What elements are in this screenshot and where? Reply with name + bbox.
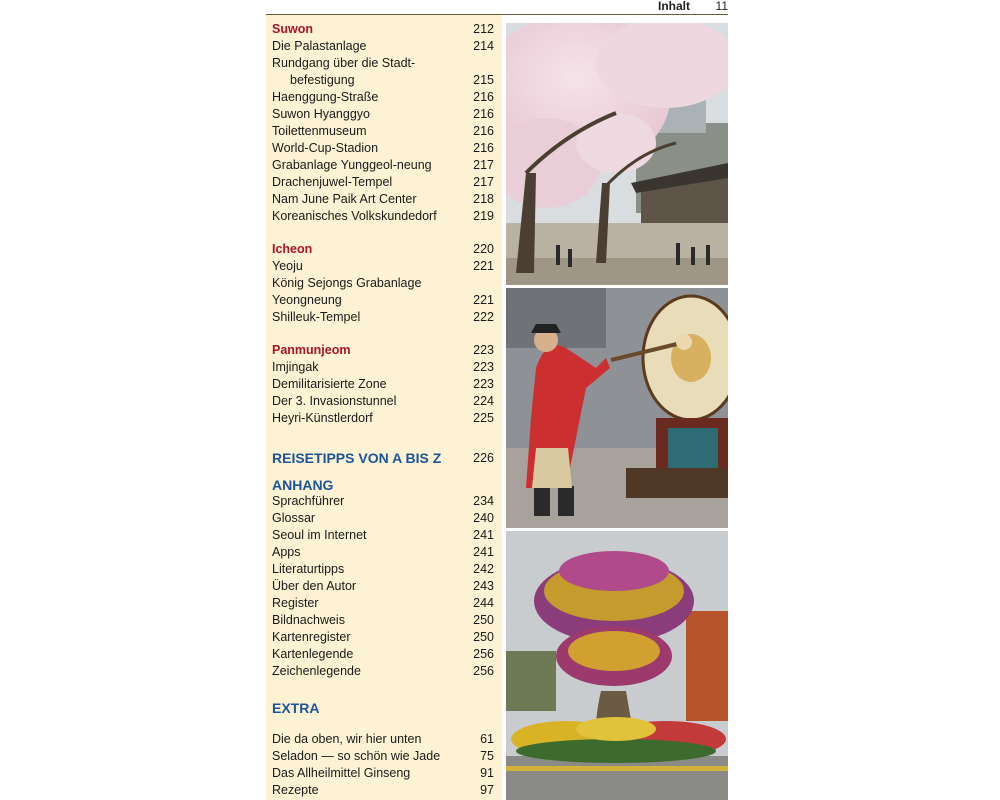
toc-entry-label: Grabanlage Yunggeol-neung bbox=[272, 158, 432, 172]
toc-entry bbox=[272, 393, 494, 409]
toc-entry-label: Seoul im Internet bbox=[272, 528, 367, 542]
toc-entry-label: Literaturtipps bbox=[272, 562, 345, 576]
toc-page-number: 216 bbox=[473, 141, 494, 155]
toc-entry-label: Seladon — so schön wie Jade bbox=[272, 749, 441, 763]
toc-page-number: 240 bbox=[473, 511, 494, 525]
header-title: Inhalt bbox=[658, 0, 690, 13]
toc-entry-label: Drachenjuwel-Tempel bbox=[272, 175, 393, 189]
toc-entry-label: Imjingak bbox=[272, 360, 319, 374]
toc-entry bbox=[272, 544, 494, 560]
toc-entry-label: Kartenlegende bbox=[272, 647, 354, 661]
toc-entry bbox=[272, 782, 494, 798]
toc-page-number: 250 bbox=[473, 613, 494, 627]
toc-entry bbox=[272, 174, 494, 190]
toc-page-number: 216 bbox=[473, 90, 494, 104]
toc-entry-label: Glossar bbox=[272, 511, 316, 525]
toc-entry-label: Koreanisches Volkskundedorf bbox=[272, 209, 437, 223]
toc-page-number: 217 bbox=[473, 175, 494, 189]
page-number: 11 bbox=[715, 0, 728, 13]
toc-entry bbox=[272, 629, 494, 645]
toc-entry-label: König Sejongs Grabanlage bbox=[272, 276, 422, 290]
toc-page-number: 241 bbox=[473, 545, 494, 559]
toc-entry bbox=[272, 258, 494, 274]
toc-page-number: 215 bbox=[473, 73, 494, 87]
toc-entry-label: Nam June Paik Art Center bbox=[272, 192, 417, 206]
toc-entry-label: Bildnachweis bbox=[272, 613, 345, 627]
toc-entry bbox=[272, 376, 494, 392]
toc-entry bbox=[272, 612, 494, 628]
toc-page-number: 221 bbox=[473, 293, 494, 307]
toc-chapter-heading bbox=[272, 699, 494, 717]
photo-drum-ceremony bbox=[506, 288, 728, 528]
toc-entry bbox=[272, 493, 494, 509]
toc-entry-label: REISETIPPS VON A BIS Z bbox=[272, 450, 442, 466]
toc-page-number: 250 bbox=[473, 630, 494, 644]
toc-entry-label: Shilleuk-Tempel bbox=[272, 310, 361, 324]
toc-entry bbox=[272, 157, 494, 173]
toc-page-number: 214 bbox=[473, 39, 494, 53]
toc-page-number: 221 bbox=[473, 259, 494, 273]
toc-entry-label: Kartenregister bbox=[272, 630, 351, 644]
toc-page-number: 219 bbox=[473, 209, 494, 223]
toc-entry-label: Yeoju bbox=[272, 259, 303, 273]
toc-page-number: 97 bbox=[480, 783, 494, 797]
toc-page-number: 223 bbox=[473, 377, 494, 391]
toc-entry-label: Über den Autor bbox=[272, 579, 357, 593]
toc-entry bbox=[272, 578, 494, 594]
toc-page-number: 216 bbox=[473, 107, 494, 121]
toc-entry-label: Sprachführer bbox=[272, 494, 345, 508]
toc-page-number: 222 bbox=[473, 310, 494, 324]
toc-page-number: 225 bbox=[473, 411, 494, 425]
toc-entry bbox=[272, 359, 494, 375]
toc-page-number: 223 bbox=[473, 360, 494, 374]
toc-entry bbox=[272, 527, 494, 543]
toc-entry-label: Register bbox=[272, 596, 319, 610]
toc-entry-label: Rezepte bbox=[272, 783, 319, 797]
toc-entry bbox=[272, 309, 494, 325]
toc-entry-label: Rundgang über die Stadt- bbox=[272, 56, 416, 70]
toc-entry bbox=[272, 663, 494, 679]
toc-entry-label: Yeongneung bbox=[272, 293, 342, 307]
toc-section-heading bbox=[272, 21, 494, 37]
toc-entry bbox=[272, 731, 494, 747]
toc-entry-label: Die Palastanlage bbox=[272, 39, 367, 53]
toc-entry bbox=[272, 72, 494, 88]
toc-entry-label: Toilettenmuseum bbox=[272, 124, 367, 138]
toc-entry-label: Heyri-Künstlerdorf bbox=[272, 411, 373, 425]
table-of-contents bbox=[266, 15, 502, 800]
toc-entry-label: Demilitarisierte Zone bbox=[272, 377, 387, 391]
photo-column bbox=[506, 23, 728, 800]
toc-page-number: 61 bbox=[480, 732, 494, 746]
toc-entry-label: ANHANG bbox=[272, 477, 334, 493]
toc-page-number: 226 bbox=[473, 451, 494, 465]
toc-entry bbox=[272, 561, 494, 577]
toc-entry-label: Suwon bbox=[272, 22, 313, 36]
toc-entry bbox=[272, 140, 494, 156]
toc-entry bbox=[272, 595, 494, 611]
toc-entry-label: Die da oben, wir hier unten bbox=[272, 732, 422, 746]
toc-entry bbox=[272, 38, 494, 54]
toc-entry bbox=[272, 410, 494, 426]
toc-entry-label: Haenggung-Straße bbox=[272, 90, 379, 104]
toc-page-number: 212 bbox=[473, 22, 494, 36]
toc-entry bbox=[272, 510, 494, 526]
toc-page-number: 220 bbox=[473, 242, 494, 256]
toc-entry bbox=[272, 646, 494, 662]
toc-page-number: 244 bbox=[473, 596, 494, 610]
toc-entry bbox=[272, 292, 494, 308]
toc-page-number: 256 bbox=[473, 664, 494, 678]
toc-entry bbox=[272, 748, 494, 764]
toc-entry-label: EXTRA bbox=[272, 700, 320, 716]
toc-section-heading bbox=[272, 241, 494, 257]
toc-page-number: 243 bbox=[473, 579, 494, 593]
toc-entry bbox=[272, 89, 494, 105]
toc-page-number: 256 bbox=[473, 647, 494, 661]
book-page bbox=[266, 0, 728, 800]
toc-entry-label: Der 3. Invasionstunnel bbox=[272, 394, 397, 408]
running-header bbox=[266, 0, 728, 15]
toc-page-number: 218 bbox=[473, 192, 494, 206]
toc-entry bbox=[272, 191, 494, 207]
toc-chapter-heading bbox=[272, 476, 494, 494]
toc-entry-label: Icheon bbox=[272, 242, 313, 256]
toc-entry-label: World-Cup-Stadion bbox=[272, 141, 379, 155]
toc-chapter-heading bbox=[272, 449, 494, 467]
toc-page-number: 216 bbox=[473, 124, 494, 138]
toc-entry-label: Suwon Hyanggyo bbox=[272, 107, 370, 121]
toc-page-number: 217 bbox=[473, 158, 494, 172]
toc-entry-label: befestigung bbox=[290, 73, 355, 87]
toc-entry bbox=[272, 123, 494, 139]
toc-page-number: 242 bbox=[473, 562, 494, 576]
toc-page-number: 234 bbox=[473, 494, 494, 508]
photo-flower-sculpture bbox=[506, 531, 728, 800]
toc-page-number: 223 bbox=[473, 343, 494, 357]
toc-entry bbox=[272, 106, 494, 122]
toc-entry bbox=[272, 275, 494, 291]
toc-entry-label: Das Allheilmittel Ginseng bbox=[272, 766, 411, 780]
toc-page-number: 91 bbox=[480, 766, 494, 780]
toc-section-heading bbox=[272, 342, 494, 358]
toc-entry-label: Zeichenlegende bbox=[272, 664, 361, 678]
toc-page-number: 241 bbox=[473, 528, 494, 542]
toc-page-number: 224 bbox=[473, 394, 494, 408]
toc-entry bbox=[272, 55, 494, 71]
toc-entry-label: Apps bbox=[272, 545, 301, 559]
toc-entry bbox=[272, 208, 494, 224]
photo-cherry-blossom-palace bbox=[506, 23, 728, 285]
toc-entry bbox=[272, 765, 494, 781]
toc-entry-label: Panmunjeom bbox=[272, 343, 351, 357]
toc-page-number: 75 bbox=[480, 749, 494, 763]
